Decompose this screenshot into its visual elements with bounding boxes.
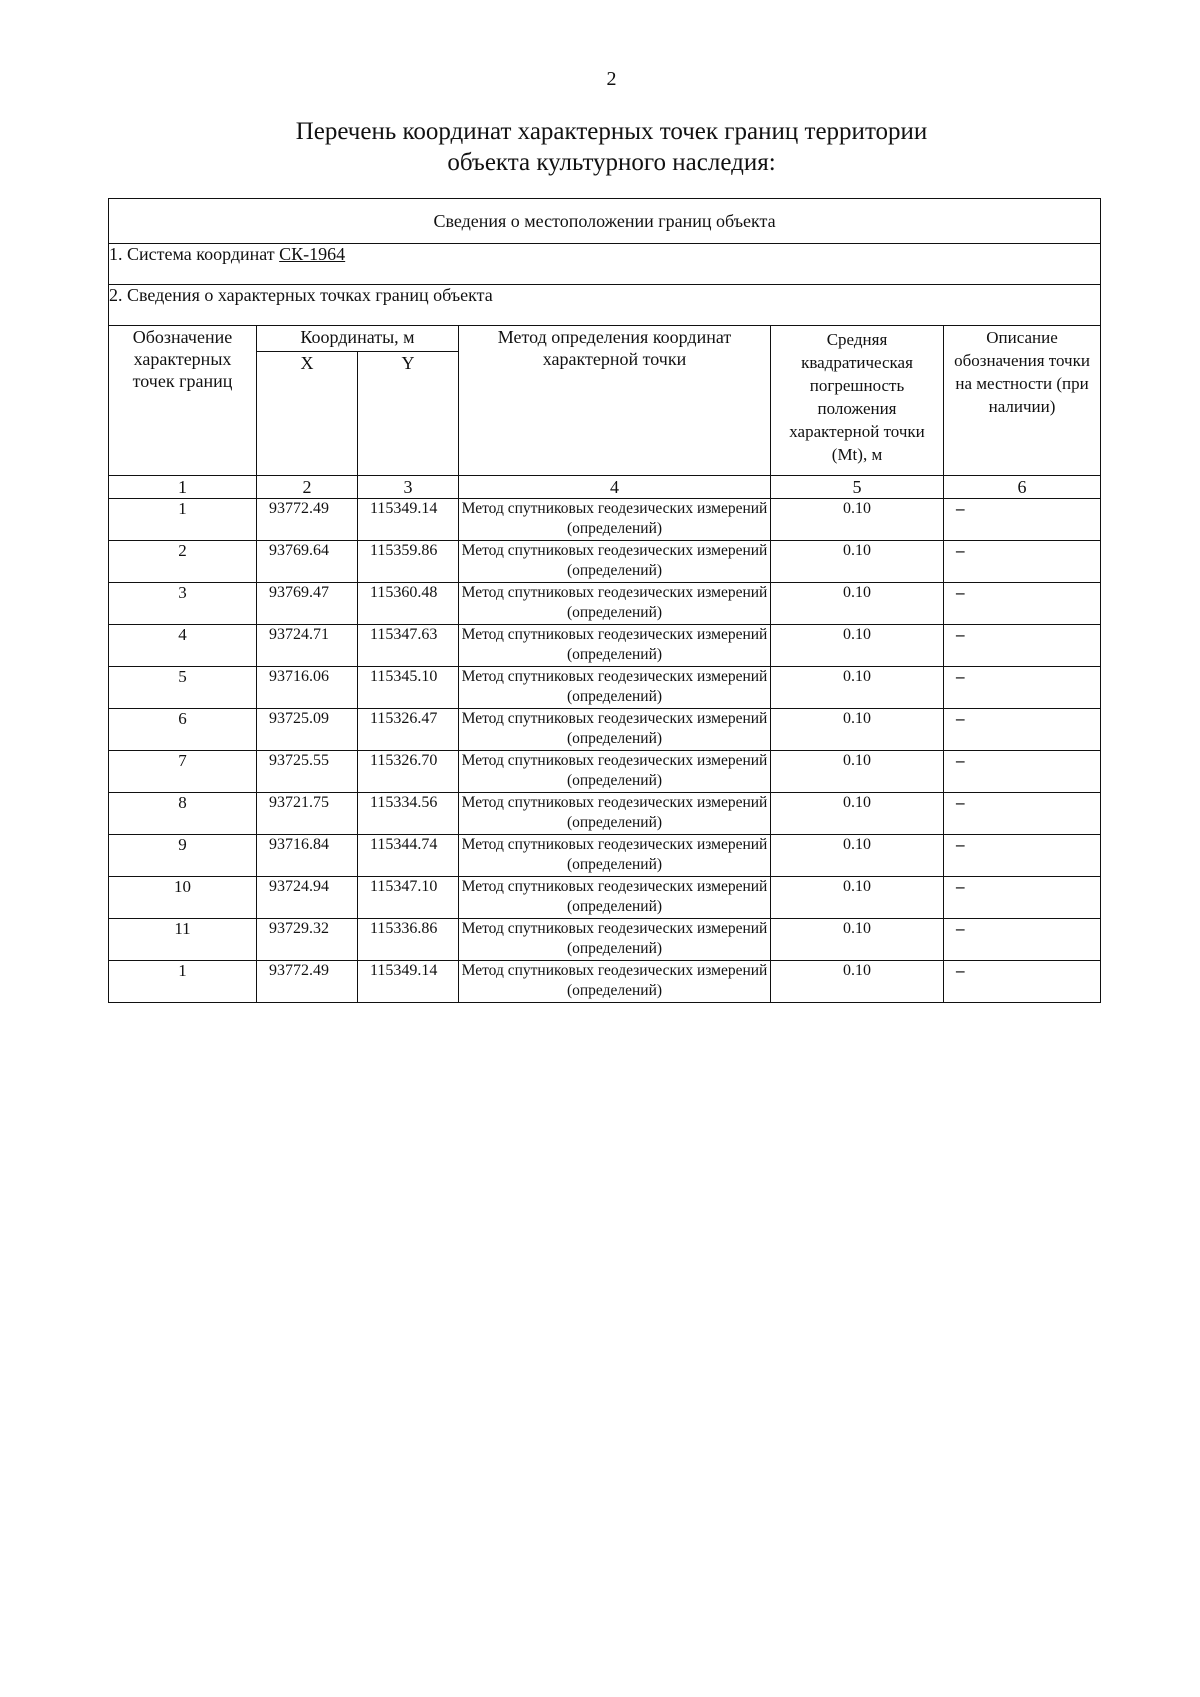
coordinate-y: 115347.10 [358,877,459,919]
coordinate-y: 115360.48 [358,583,459,625]
column-number: 1 [109,476,257,499]
coordinate-x: 93725.09 [257,709,358,751]
column-number-row [109,476,1101,499]
table-row [109,583,1101,625]
point-id: 1 [109,961,257,1003]
point-id: 3 [109,583,257,625]
coordinate-y: 115349.14 [358,961,459,1003]
coordinate-system-value: СК-1964 [279,244,346,264]
coordinate-y: 115344.74 [358,835,459,877]
point-description: – [944,919,1101,961]
point-description: – [944,583,1101,625]
table-row [109,541,1101,583]
point-description: – [944,499,1101,541]
mean-square-error: 0.10 [771,499,944,541]
document-title [0,116,1200,178]
column-number: 4 [459,476,771,499]
mean-square-error: 0.10 [771,751,944,793]
table-row [109,835,1101,877]
point-description: – [944,835,1101,877]
mean-square-error: 0.10 [771,877,944,919]
method: Метод спутниковых геодезических измерений (определений) [459,793,771,835]
point-description: – [944,667,1101,709]
column-number: 6 [944,476,1101,499]
boundary-points-table [108,198,1101,1003]
coordinate-system-row [109,244,1101,285]
column-number: 2 [257,476,358,499]
point-id: 9 [109,835,257,877]
section-title: Сведения о местоположении границ объекта [109,199,1101,244]
method: Метод спутниковых геодезических измерений (определений) [459,583,771,625]
point-description: – [944,751,1101,793]
coordinate-y: 115326.70 [358,751,459,793]
coordinate-system-cell [109,244,1101,285]
coordinate-x: 93729.32 [257,919,358,961]
page-number: 2 [606,68,617,90]
table-row [109,919,1101,961]
method: Метод спутниковых геодезических измерений (определений) [459,499,771,541]
coordinate-y: 115334.56 [358,793,459,835]
table-row [109,667,1101,709]
point-id: 6 [109,709,257,751]
header-x: X [257,352,358,476]
column-number: 5 [771,476,944,499]
point-description: – [944,541,1101,583]
coordinate-x: 93721.75 [257,793,358,835]
point-id: 11 [109,919,257,961]
points-section-row [109,285,1101,326]
coordinate-y: 115345.10 [358,667,459,709]
coordinate-x: 93716.84 [257,835,358,877]
point-description: – [944,877,1101,919]
mean-square-error: 0.10 [771,709,944,751]
method: Метод спутниковых геодезических измерений (определений) [459,667,771,709]
coordinate-system-label: 1. Система координат [109,244,275,264]
point-id: 2 [109,541,257,583]
table-row [109,877,1101,919]
method: Метод спутниковых геодезических измерений (определений) [459,835,771,877]
point-id: 7 [109,751,257,793]
point-id: 4 [109,625,257,667]
header-row-1 [109,326,1101,352]
point-description: – [944,961,1101,1003]
coordinate-x: 93772.49 [257,961,358,1003]
mean-square-error: 0.10 [771,541,944,583]
coordinate-x: 93769.47 [257,583,358,625]
mean-square-error: 0.10 [771,835,944,877]
method: Метод спутниковых геодезических измерений (определений) [459,961,771,1003]
point-id: 1 [109,499,257,541]
mean-square-error: 0.10 [771,961,944,1003]
table-row [109,499,1101,541]
point-description: – [944,709,1101,751]
column-number: 3 [358,476,459,499]
mean-square-error: 0.10 [771,793,944,835]
method: Метод спутниковых геодезических измерений (определений) [459,919,771,961]
method: Метод спутниковых геодезических измерений (определений) [459,541,771,583]
coordinate-x: 93724.71 [257,625,358,667]
point-id: 5 [109,667,257,709]
header-point-designation: Обозначение характерных точек границ [109,326,257,476]
mean-square-error: 0.10 [771,583,944,625]
coordinate-x: 93724.94 [257,877,358,919]
table-row [109,751,1101,793]
header-method: Метод определения координат характерной точки [459,326,771,476]
point-id: 8 [109,793,257,835]
table-row [109,709,1101,751]
coordinate-x: 93716.06 [257,667,358,709]
table-row [109,961,1101,1003]
method: Метод спутниковых геодезических измерений (определений) [459,751,771,793]
coordinate-x: 93725.55 [257,751,358,793]
mean-square-error: 0.10 [771,919,944,961]
point-id: 10 [109,877,257,919]
table-row [109,793,1101,835]
header-y: Y [358,352,459,476]
header-error: Средняя квадратическая погрешность положения характерной точки (Mt), м [771,326,944,476]
header-description: Описание обозначения точки на местности (при наличии) [944,326,1101,476]
point-description: – [944,625,1101,667]
mean-square-error: 0.10 [771,667,944,709]
method: Метод спутниковых геодезических измерений (определений) [459,709,771,751]
method: Метод спутниковых геодезических измерений (определений) [459,877,771,919]
document-title-line-2: объекта культурного наследия: [447,149,776,176]
coordinate-y: 115326.47 [358,709,459,751]
section-title-row [109,199,1101,244]
coordinate-x: 93769.64 [257,541,358,583]
coordinate-x: 93772.49 [257,499,358,541]
coordinate-y: 115336.86 [358,919,459,961]
table-row [109,625,1101,667]
header-coordinates: Координаты, м [257,326,459,352]
point-description: – [944,793,1101,835]
mean-square-error: 0.10 [771,625,944,667]
method: Метод спутниковых геодезических измерений (определений) [459,625,771,667]
points-section-title: 2. Сведения о характерных точках границ объекта [109,285,1101,326]
document-title-line-1: Перечень координат характерных точек границ территории [295,118,928,145]
coordinate-y: 115349.14 [358,499,459,541]
coordinate-y: 115359.86 [358,541,459,583]
coordinate-y: 115347.63 [358,625,459,667]
